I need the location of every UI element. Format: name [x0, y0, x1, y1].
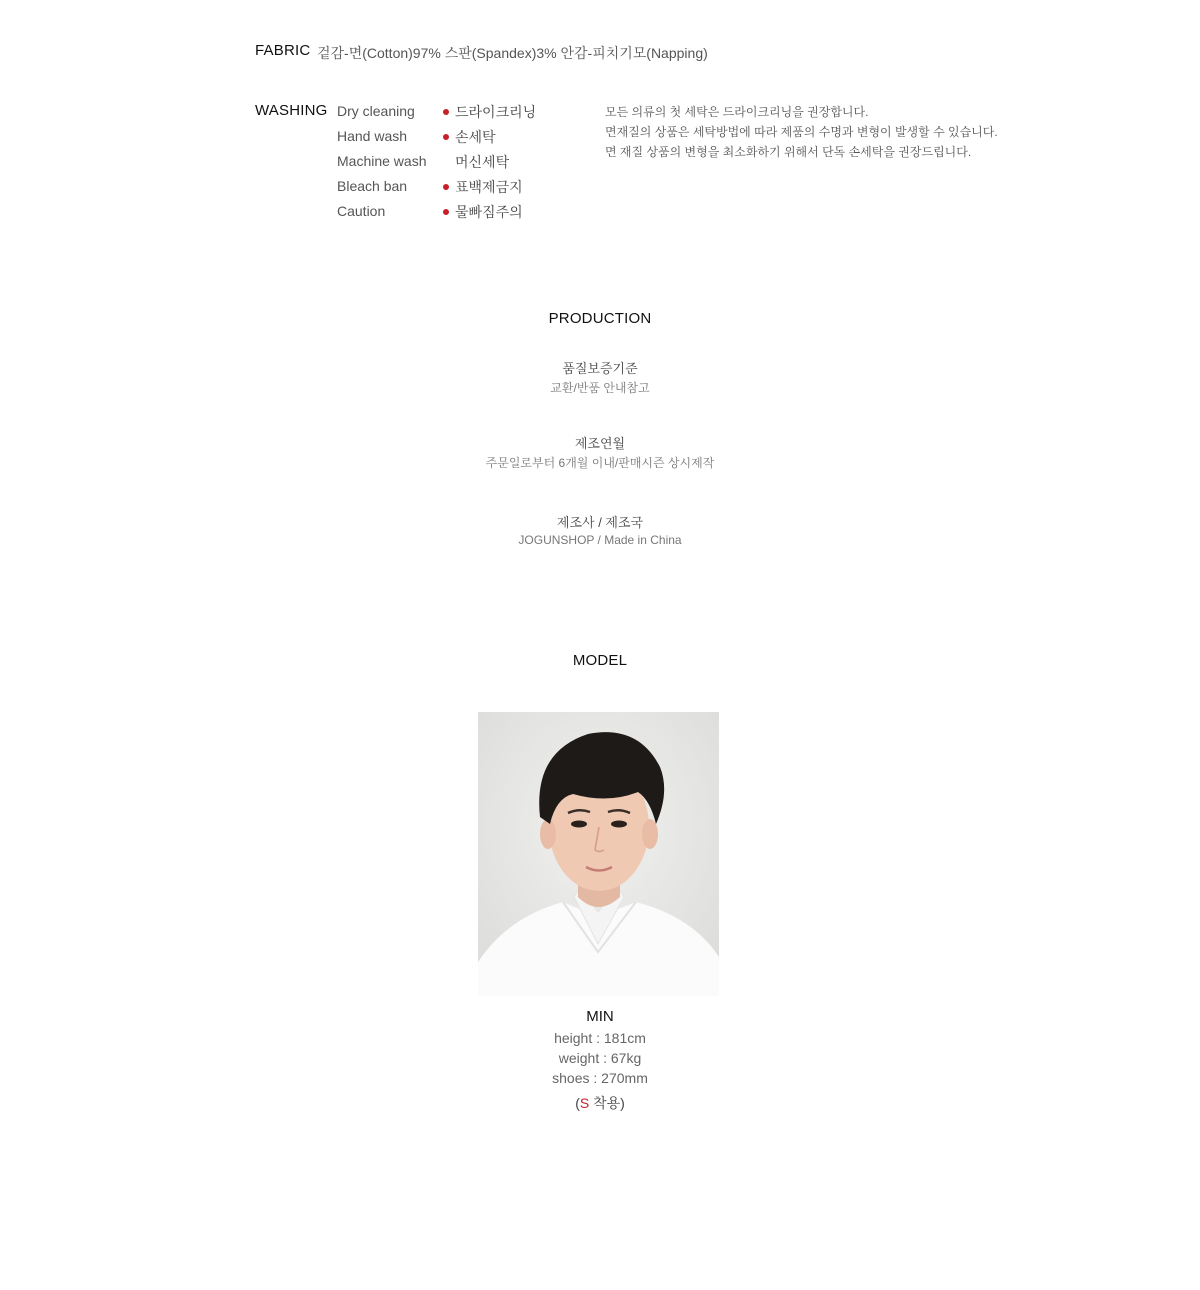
model-height: height : 181cm — [554, 1030, 646, 1046]
wash-ko-row — [443, 152, 509, 172]
washing-note: 면재질의 상품은 세탁방법에 따라 제품의 수명과 변형이 발생할 수 있습니다. — [605, 125, 998, 139]
wash-en-dry-cleaning: Dry cleaning — [337, 103, 415, 119]
wash-ko-bleach-ban: 표백제금지 — [455, 179, 523, 195]
red-dot-icon — [443, 209, 449, 215]
size-open: ( — [575, 1095, 580, 1111]
model-size-note — [0, 1093, 1200, 1113]
wash-ko-row — [443, 102, 536, 122]
model-weight: weight : 67kg — [558, 1050, 642, 1066]
washing-note: 모든 의류의 첫 세탁은 드라이크리닝을 권장합니다. — [605, 105, 869, 119]
quality-standard-value: 교환/반품 안내참고 — [550, 381, 650, 395]
manufacture-date-title: 제조연월 — [574, 436, 626, 451]
wash-ko-row — [443, 177, 523, 197]
manufacturer-value: JOGUNSHOP / Made in China — [518, 533, 682, 547]
model-photo — [478, 712, 719, 996]
fabric-label: FABRIC — [255, 42, 311, 59]
wash-ko-row — [443, 127, 496, 147]
model-title: MODEL — [572, 652, 628, 669]
size-rest: 착용) — [589, 1095, 625, 1111]
model-shoes: shoes : 270mm — [552, 1070, 648, 1086]
quality-standard-title: 품질보증기준 — [562, 361, 638, 376]
wash-ko-dry-cleaning: 드라이크리닝 — [455, 104, 537, 120]
red-dot-icon — [443, 134, 449, 140]
model-name: MIN — [586, 1008, 614, 1025]
red-dot-icon — [443, 109, 449, 115]
wash-ko-machine-wash: 머신세탁 — [455, 154, 510, 170]
fabric-value: 겉감-면(Cotton)97% 스판(Spandex)3% 안감-피치기모(Napping) — [317, 45, 708, 61]
washing-note: 면 재질 상품의 변형을 최소화하기 위해서 단독 손세탁을 권장드립니다. — [605, 145, 972, 159]
wash-en-bleach-ban: Bleach ban — [337, 178, 408, 194]
production-title: PRODUCTION — [548, 310, 652, 327]
wash-ko-row — [443, 202, 523, 222]
wash-en-caution: Caution — [337, 203, 386, 219]
wash-en-machine-wash: Machine wash — [337, 153, 427, 169]
manufacturer-title: 제조사 / 제조국 — [556, 515, 644, 530]
manufacture-date-value: 주문일로부터 6개월 이내/판매시즌 상시제작 — [485, 456, 715, 470]
wash-en-hand-wash: Hand wash — [337, 128, 408, 144]
red-dot-icon — [443, 184, 449, 190]
model-portrait-icon — [478, 712, 719, 996]
wash-ko-caution: 물빠짐주의 — [455, 204, 523, 220]
model-size: S — [579, 1095, 590, 1111]
wash-ko-hand-wash: 손세탁 — [455, 129, 496, 145]
washing-label: WASHING — [255, 102, 328, 119]
